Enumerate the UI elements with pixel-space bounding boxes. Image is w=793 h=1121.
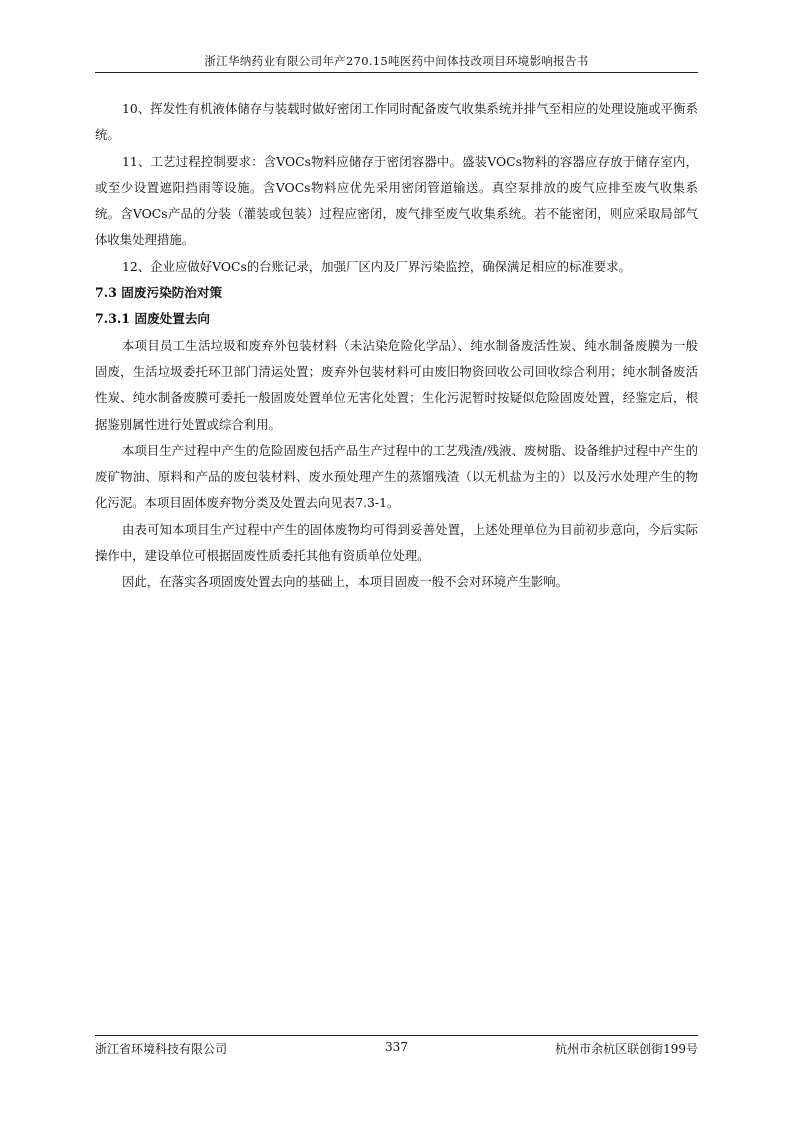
page-header-title: 浙江华纳药业有限公司年产270.15吨医药中间体技改项目环境影响报告书 <box>204 54 589 68</box>
paragraph-general-waste: 本项目员工生活垃圾和废弃外包装材料（未沾染危险化学品）、纯水制备废活性炭、纯水制备废膜为一般固废，生活垃圾委托环卫部门清运处置；废弃外包装材料可由废旧物资回收公司回收综合利用；纯水制备废活性炭、纯水制备废膜可委托一般固废处置单位无害化处置；生化污泥暂时按疑似危险固废处置，经鉴定后，根据鉴别属性进行处置或综合利用。 <box>95 337 698 432</box>
paragraph-item-12: 12、企业应做好VOCs的台账记录，加强厂区内及厂界污染监控，确保满足相应的标准要求。 <box>122 258 631 274</box>
footer-address: 杭州市余杭区联创街199号 <box>555 1042 698 1056</box>
document-body <box>95 96 698 596</box>
subsection-heading: 7.3.1 固废处置去向 <box>95 311 211 327</box>
page-footer <box>95 1040 698 1058</box>
paragraph-item-10: 10、挥发性有机液体储存与装载时做好密闭工作同时配备废气收集系统并排气至相应的处理设施或平衡系统。 <box>95 101 698 143</box>
footer-company: 浙江省环境科技有限公司 <box>95 1042 228 1056</box>
footer-divider <box>95 1035 698 1036</box>
paragraph-hazardous-waste: 本项目生产过程中产生的危险固废包括产品生产过程中的工艺残渣/残液、废树脂、设备维护过程中产生的废矿物油、原料和产品的废包装材料、废水预处理产生的蒸馏残渣（以无机盐为主的）以及污水处理产生的物化污泥。本项目固体废弃物分类及处置去向见表7.3-1。 <box>95 442 698 511</box>
page-number: 337 <box>385 1040 408 1054</box>
paragraph-conclusion: 因此，在落实各项固废处置去向的基础上，本项目固废一般不会对环境产生影响。 <box>122 574 569 590</box>
header-divider <box>95 72 698 73</box>
section-heading: 7.3 固废污染防治对策 <box>95 285 223 301</box>
paragraph-disposal-result: 由表可知本项目生产过程中产生的固体废物均可得到妥善处置，上述处理单位为目前初步意向，今后实际操作中，建设单位可根据固废性质委托其他有资质单位处理。 <box>95 521 698 564</box>
paragraph-item-11: 11、工艺过程控制要求：含VOCs物料应储存于密闭容器中。盛装VOCs物料的容器应存放于储存室内，或至少设置遮阳挡雨等设施。含VOCs物料应优先采用密闭管道输送。真空泵排放的废气应排至废气收集系统。含VOCs产品的分装（灌装或包装）过程应密闭，废气排至废气收集系统。若不能密闭，则应采取局部气体收集处理措施。 <box>95 153 698 248</box>
